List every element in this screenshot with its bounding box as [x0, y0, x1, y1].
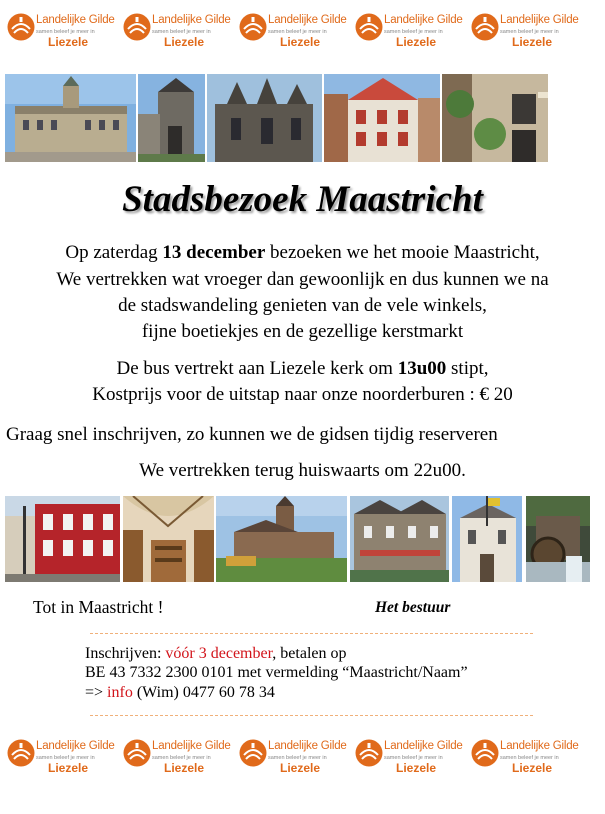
gilde-logo-icon — [354, 738, 384, 768]
bus-line-2: Kostprijs voor de uitstap naar onze noorderburen : € 20 — [92, 384, 513, 405]
greeting: Tot in Maastricht ! — [33, 597, 164, 617]
logo — [468, 8, 582, 54]
logo-tagline: samen beleef je meer in — [152, 755, 211, 761]
street-shop-photo — [442, 74, 548, 162]
red-house-photo — [5, 496, 120, 582]
gilde-logo-icon — [6, 12, 36, 42]
return-note: We vertrekken terug huiswaarts om 22u00. — [139, 460, 466, 481]
registration-line-3: => info (Wim) 0477 60 78 34 — [85, 684, 275, 701]
top-photo-strip — [0, 74, 605, 162]
town-hall-photo — [5, 74, 136, 162]
logo-location: Liezele — [164, 35, 205, 49]
gilde-logo-icon — [470, 12, 500, 42]
logo — [4, 8, 118, 54]
logo-name: Landelijke Gilde — [500, 14, 579, 26]
logo-location: Liezele — [48, 35, 89, 49]
gilde-logo-icon — [122, 738, 152, 768]
logo-location: Liezele — [512, 761, 553, 775]
gabled-house-photo — [324, 74, 440, 162]
logo — [352, 734, 466, 780]
logo-name: Landelijke Gilde — [384, 740, 463, 752]
divider — [90, 633, 533, 634]
mill-photo — [526, 496, 590, 582]
white-building-photo — [452, 496, 522, 582]
bookshop-interior-photo — [123, 496, 214, 582]
registration-line-2: BE 43 7332 2300 0101 met vermelding “Maastricht/Naam” — [85, 664, 468, 681]
intro-line-3: de stadswandeling genieten van de vele winkels, — [118, 295, 487, 316]
gilde-logo-icon — [354, 12, 384, 42]
logo-tagline: samen beleef je meer in — [36, 29, 95, 35]
logo-location: Liezele — [48, 761, 89, 775]
logo-name: Landelijke Gilde — [384, 14, 463, 26]
top-logo-row — [0, 8, 605, 54]
logo-tagline: samen beleef je meer in — [152, 29, 211, 35]
signup-note: Graag snel inschrijven, zo kunnen we de gidsen tijdig reserveren — [6, 424, 498, 445]
logo-tagline: samen beleef je meer in — [268, 755, 327, 761]
logo-name: Landelijke Gilde — [268, 740, 347, 752]
info-label: info — [107, 684, 133, 701]
logo-location: Liezele — [396, 35, 437, 49]
logo — [468, 734, 582, 780]
logo-location: Liezele — [164, 761, 205, 775]
signature: Het bestuur — [375, 599, 451, 616]
logo — [236, 734, 350, 780]
logo-name: Landelijke Gilde — [268, 14, 347, 26]
logo-name: Landelijke Gilde — [152, 740, 231, 752]
logo-location: Liezele — [280, 35, 321, 49]
event-date: 13 december — [162, 242, 266, 263]
logo-location: Liezele — [396, 761, 437, 775]
logo — [120, 734, 234, 780]
logo-location: Liezele — [512, 35, 553, 49]
gilde-logo-icon — [238, 738, 268, 768]
logo — [236, 8, 350, 54]
gothic-church-photo — [207, 74, 322, 162]
registration-deadline: vóór 3 december — [165, 645, 273, 662]
logo-name: Landelijke Gilde — [152, 14, 231, 26]
logo — [4, 734, 118, 780]
bottom-logo-row — [0, 734, 605, 780]
logo-tagline: samen beleef je meer in — [500, 29, 559, 35]
logo-tagline: samen beleef je meer in — [384, 755, 443, 761]
logo-tagline: samen beleef je meer in — [268, 29, 327, 35]
divider — [90, 715, 533, 716]
bottom-photo-strip — [0, 496, 605, 582]
basilica-photo — [216, 496, 347, 582]
logo-tagline: samen beleef je meer in — [384, 29, 443, 35]
logo-name: Landelijke Gilde — [36, 740, 115, 752]
logo — [120, 8, 234, 54]
gilde-logo-icon — [6, 738, 36, 768]
intro-line-2: We vertrekken wat vroeger dan gewoonlijk en dus kunnen we na — [56, 269, 549, 290]
gilde-logo-icon — [238, 12, 268, 42]
intro-line-1: Op zaterdag 13 december bezoeken we het mooie Maastricht, — [65, 242, 540, 263]
logo-name: Landelijke Gilde — [500, 740, 579, 752]
canal-house-photo — [350, 496, 449, 582]
logo-tagline: samen beleef je meer in — [500, 755, 559, 761]
page-title: Stadsbezoek Maastricht — [122, 179, 483, 220]
gilde-logo-icon — [122, 12, 152, 42]
departure-time: 13u00 — [397, 358, 447, 379]
logo — [352, 8, 466, 54]
registration-line-1: Inschrijven: vóór 3 december, betalen op — [85, 645, 347, 662]
bus-line-1: De bus vertrekt aan Liezele kerk om 13u00 stipt, — [116, 358, 489, 379]
logo-name: Landelijke Gilde — [36, 14, 115, 26]
gilde-logo-icon — [470, 738, 500, 768]
city-gate-photo — [138, 74, 205, 162]
logo-location: Liezele — [280, 761, 321, 775]
intro-line-4: fijne boetiekjes en de gezellige kerstmarkt — [141, 321, 464, 342]
logo-tagline: samen beleef je meer in — [36, 755, 95, 761]
